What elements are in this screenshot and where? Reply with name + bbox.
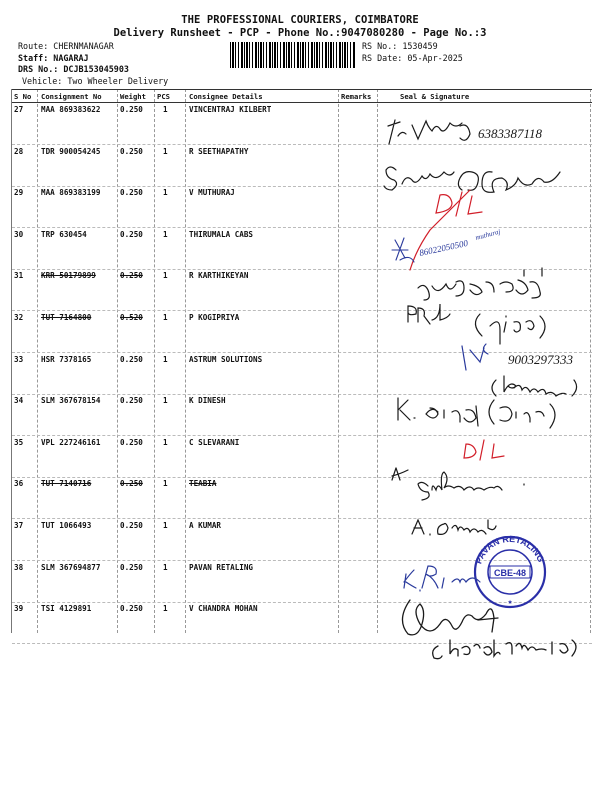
signature-36 bbox=[392, 468, 524, 500]
cell-sno: 38 bbox=[14, 562, 24, 572]
col-consignee: Consignee Details bbox=[189, 91, 263, 101]
cell-weight: 0.250 bbox=[120, 146, 143, 156]
col-weight: Weight bbox=[120, 91, 146, 101]
cell-sno: 35 bbox=[14, 437, 24, 447]
signature-32 bbox=[408, 304, 545, 344]
cell-pcs: 1 bbox=[163, 354, 168, 364]
cell-pcs: 1 bbox=[163, 105, 168, 114]
cell-weight: 0.250 bbox=[120, 604, 143, 614]
rs-number: RS No.: 1530459 bbox=[362, 41, 438, 51]
cell-sno: 37 bbox=[14, 521, 24, 530]
cell-weight: 0.520 bbox=[120, 313, 143, 322]
cell-weight: 0.250 bbox=[120, 105, 143, 114]
cell-consignee: PAVAN RETALING bbox=[189, 562, 254, 572]
svg-text:muthuraj: muthuraj bbox=[474, 227, 502, 242]
cell-weight: 0.250 bbox=[120, 479, 143, 489]
cell-consignee: ASTRUM SOLUTIONS bbox=[189, 354, 263, 364]
cell-sno: 30 bbox=[14, 229, 24, 239]
star-icon: ★ bbox=[507, 597, 513, 606]
cell-weight: 0.250 bbox=[120, 396, 143, 406]
col-consignment: Consignment No bbox=[41, 91, 102, 101]
cell-pcs: 1 bbox=[163, 313, 168, 322]
signature-27 bbox=[388, 120, 543, 144]
svg-text:86022050500: 86022050500 bbox=[418, 237, 469, 258]
rs-date: RS Date: 05-Apr-2025 bbox=[362, 52, 463, 63]
signature-30 bbox=[392, 228, 501, 262]
stamp-code: CBE-48 bbox=[493, 568, 527, 578]
cell-consignment: TUT 7164800 bbox=[41, 313, 92, 322]
cell-pcs: 1 bbox=[163, 437, 168, 447]
signature-31 bbox=[418, 268, 542, 300]
cell-consignment: TUT 1066493 bbox=[41, 521, 92, 530]
cell-weight: 0.250 bbox=[120, 437, 143, 447]
svg-text:6383387118: 6383387118 bbox=[478, 126, 543, 141]
cell-consignment: HSR 7378165 bbox=[41, 354, 92, 364]
drs-number: DRS No.: DCJB153045903 bbox=[18, 64, 129, 75]
cell-pcs: 1 bbox=[163, 146, 168, 156]
cell-consignee: R KARTHIKEYAN bbox=[189, 271, 249, 281]
cell-pcs: 1 bbox=[163, 521, 168, 530]
cell-sno: 31 bbox=[14, 271, 24, 281]
signature-28 bbox=[384, 167, 560, 192]
signature-33 bbox=[462, 344, 488, 370]
cell-consignment: TSI 4129891 bbox=[41, 604, 92, 614]
cell-consignee: K DINESH bbox=[189, 396, 226, 406]
cell-consignee: THIRUMALA CABS bbox=[189, 229, 254, 239]
signature-38 bbox=[404, 566, 480, 591]
shop-stamp bbox=[473, 534, 546, 607]
cell-sno: 36 bbox=[14, 479, 24, 489]
cell-consignee: C SLEVARANI bbox=[189, 437, 240, 447]
cell-consignee: TEABIA bbox=[189, 479, 217, 489]
cell-sno: 29 bbox=[14, 188, 24, 198]
red-annotation-29 bbox=[410, 190, 482, 270]
cell-consignment: TUT 7140716 bbox=[41, 479, 92, 489]
cell-consignment: VPL 227246161 bbox=[41, 437, 101, 447]
signature-34 bbox=[398, 398, 555, 428]
cell-consignee: P KOGIPRIYA bbox=[189, 313, 240, 322]
col-sno: S No bbox=[14, 91, 32, 101]
vehicle: Vehicle: Two Wheeler Delivery bbox=[22, 76, 169, 86]
cell-consignee: A KUMAR bbox=[189, 521, 222, 530]
cell-sno: 28 bbox=[14, 146, 24, 156]
cell-consignment: TDR 900054245 bbox=[41, 146, 101, 156]
cell-consignment: MAA 869383622 bbox=[41, 105, 101, 114]
cell-sno: 39 bbox=[14, 604, 24, 614]
col-pcs: PCS bbox=[157, 91, 170, 101]
cell-consignee: V CHANDRA MOHAN bbox=[189, 604, 258, 614]
cell-weight: 0.250 bbox=[120, 354, 143, 364]
col-signature: Seal & Signature bbox=[400, 91, 470, 101]
cell-consignment: MAA 869383199 bbox=[41, 188, 101, 198]
phone-annotation-33: 9003297333 bbox=[508, 352, 573, 367]
cell-consignee: V MUTHURAJ bbox=[189, 188, 235, 198]
stamp-name: PAVAN RETALING bbox=[473, 533, 547, 566]
cell-pcs: 1 bbox=[163, 229, 168, 239]
cell-weight: 0.250 bbox=[120, 562, 143, 572]
cell-pcs: 1 bbox=[163, 396, 168, 406]
col-remarks: Remarks bbox=[341, 91, 372, 101]
cell-consignee: R SEETHAPATHY bbox=[189, 146, 249, 156]
cell-consignment: KRR 50179899 bbox=[41, 271, 96, 281]
cell-consignee: VINCENTRAJ KILBERT bbox=[189, 105, 272, 114]
signature-33-name bbox=[492, 376, 577, 396]
staff: Staff: NAGARAJ bbox=[18, 52, 89, 63]
signature-37 bbox=[412, 520, 496, 535]
cell-pcs: 1 bbox=[163, 562, 168, 572]
red-annotation-35 bbox=[464, 440, 504, 460]
route: Route: CHERNMANAGAR bbox=[18, 41, 114, 51]
cell-weight: 0.250 bbox=[120, 521, 143, 530]
cell-pcs: 1 bbox=[163, 271, 168, 281]
cell-sno: 32 bbox=[14, 313, 24, 322]
company-name: THE PROFESSIONAL COURIERS, COIMBATORE bbox=[181, 14, 419, 26]
cell-pcs: 1 bbox=[163, 479, 168, 489]
cell-sno: 34 bbox=[14, 396, 24, 406]
cell-consignment: TRP 630454 bbox=[41, 229, 87, 239]
runsheet-title: Delivery Runsheet - PCP - Phone No.:9047080280 - Page No.:3 bbox=[113, 27, 487, 39]
cell-sno: 27 bbox=[14, 105, 24, 114]
cell-consignment: SLM 367694877 bbox=[41, 562, 101, 572]
cell-weight: 0.250 bbox=[120, 229, 143, 239]
cell-pcs: 1 bbox=[163, 188, 168, 198]
cell-consignment: SLM 367678154 bbox=[41, 396, 101, 406]
cell-weight: 0.250 bbox=[120, 271, 143, 281]
signature-39 bbox=[402, 600, 576, 659]
cell-pcs: 1 bbox=[163, 604, 168, 614]
cell-sno: 33 bbox=[14, 354, 24, 364]
cell-weight: 0.250 bbox=[120, 188, 143, 198]
